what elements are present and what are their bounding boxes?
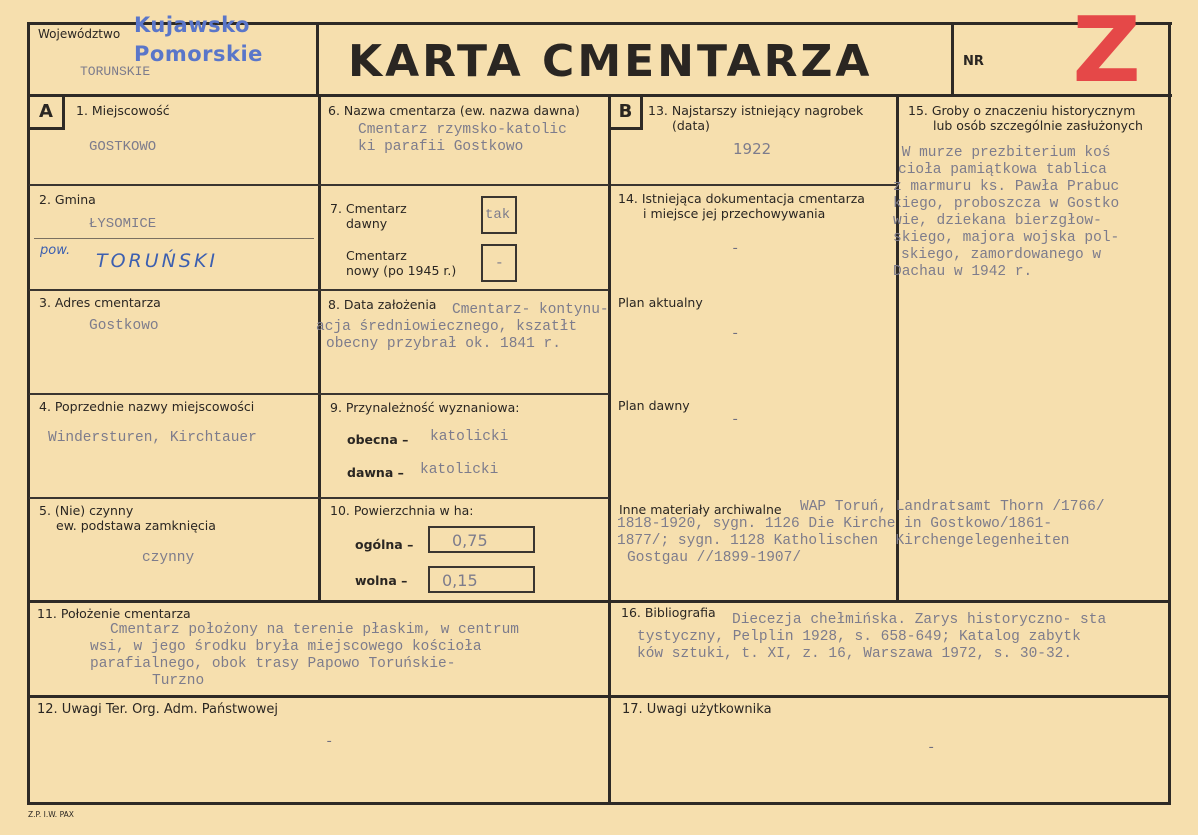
- field-2-label: 2. Gmina: [39, 192, 96, 207]
- field-10-free-value: 0,15: [442, 571, 478, 590]
- field-10-total-value: 0,75: [452, 531, 488, 550]
- field-15-line: skiego, majora wojska pol-: [893, 230, 1120, 246]
- field-7-old-label-line1: 7. Cmentarz: [330, 201, 407, 216]
- field-11-value-line3[interactable]: parafialnego, obok trasy Papowo Toruńskie-: [90, 656, 456, 672]
- field-10-total-label: ogólna –: [355, 537, 414, 552]
- field-9-label: 9. Przynależność wyznaniowa:: [330, 400, 520, 415]
- voivodeship-stamp-line1: Kujawsko: [134, 13, 250, 37]
- field-16-value-line3[interactable]: ków sztuki, t. XI, z. 16, Warszawa 1972, s. 30-32.: [637, 646, 1073, 662]
- field-16-value-line2[interactable]: tystyczny, Pelplin 1928, s. 658-649; Katalog zabytk: [637, 629, 1081, 645]
- field-14-label-line2: i miejsce jej przechowywania: [643, 206, 826, 221]
- archival-value-line3[interactable]: 1877/; sygn. 1128 Katholischen Kirchengelegenheiten: [617, 533, 1070, 549]
- field-10-free-label: wolna –: [355, 573, 408, 588]
- field-6-label: 6. Nazwa cmentarza (ew. nazwa dawna): [328, 103, 580, 118]
- field-9-former-value[interactable]: katolicki: [420, 462, 499, 478]
- field-9-former-label: dawna –: [347, 465, 404, 480]
- voivodeship-label: Województwo: [38, 27, 121, 41]
- field-3-value[interactable]: Gostkowo: [89, 318, 159, 334]
- archival-value-line4[interactable]: Gostgau //1899-1907/: [627, 550, 802, 566]
- field-6-value-line1[interactable]: Cmentarz rzymsko-katolic: [358, 122, 567, 138]
- field-7-new-label-line2: nowy (po 1945 r.): [346, 263, 457, 278]
- field-11-value-line1[interactable]: Cmentarz położony na terenie płaskim, w centrum: [110, 622, 519, 638]
- field-10-label: 10. Powierzchnia w ha:: [330, 503, 474, 518]
- field-15-line: cioła pamiątkowa tablica: [898, 162, 1107, 178]
- field-8-label: 8. Data założenia: [328, 297, 437, 312]
- nr-label: NR: [963, 54, 984, 69]
- section-a-badge: A: [27, 94, 65, 130]
- field-4-label: 4. Poprzednie nazwy miejscowości: [39, 399, 255, 414]
- field-13-label-line1: 13. Najstarszy istniejący nagrobek: [648, 103, 864, 118]
- voivodeship-typed-value: TORUNSKIE: [80, 64, 151, 79]
- field-9-current-label: obecna –: [347, 432, 409, 447]
- archival-value-line1[interactable]: WAP Toruń, Landratsamt Thorn /1766/: [800, 499, 1105, 515]
- archival-label: Inne materiały archiwalne: [619, 502, 782, 517]
- field-5-label-line1: 5. (Nie) czynny: [39, 503, 134, 518]
- field-7-new-box[interactable]: [481, 244, 517, 282]
- field-16-value-line1[interactable]: Diecezja chełmińska. Zarys historyczno- sta: [732, 612, 1107, 628]
- printer-imprint: Z.P. I.W. PAX: [28, 810, 74, 819]
- field-7-new-label-line1: Cmentarz: [346, 248, 407, 263]
- field-17-value[interactable]: -: [927, 740, 936, 756]
- field-7-old-value: tak: [485, 207, 511, 223]
- field-3-label: 3. Adres cmentarza: [39, 295, 161, 310]
- field-8-value-line1[interactable]: Cmentarz- kontynu-: [452, 302, 609, 318]
- field-11-value-line2[interactable]: wsi, w jego środku bryła miejscowego kościoła: [90, 639, 482, 655]
- field-2-hand-value: TORUŃSKI: [96, 250, 219, 272]
- field-1-value[interactable]: GOSTKOWO: [89, 139, 157, 155]
- field-5-value[interactable]: czynny: [142, 550, 195, 566]
- section-b-badge: B: [608, 94, 643, 130]
- field-7-old-label-line2: dawny: [346, 216, 388, 231]
- page-title: KARTA CMENTARZA: [348, 36, 873, 87]
- field-2-hand-prefix: pow.: [40, 243, 71, 258]
- field-15-line: wie, dziekana bierzgłow-: [893, 213, 1102, 229]
- voivodeship-stamp-line2: Pomorskie: [134, 42, 263, 66]
- field-1-label: 1. Miejscowość: [76, 103, 170, 118]
- field-15-label-line2: lub osób szczególnie zasłużonych: [933, 118, 1143, 133]
- plan-current-value[interactable]: -: [731, 326, 740, 342]
- field-14-value[interactable]: -: [731, 241, 740, 257]
- plan-current-label: Plan aktualny: [618, 295, 703, 310]
- field-15-line: z marmuru ks. Pawła Prabuc: [893, 179, 1120, 195]
- field-8-value-line3[interactable]: obecny przybrał ok. 1841 r.: [326, 336, 561, 352]
- field-4-value[interactable]: Windersturen, Kirchtauer: [48, 430, 257, 446]
- plan-former-value[interactable]: -: [731, 412, 740, 428]
- field-10-total-box[interactable]: [428, 526, 535, 553]
- field-12-value[interactable]: -: [325, 734, 334, 750]
- field-7-new-value: -: [495, 256, 504, 272]
- field-11-label: 11. Położenie cmentarza: [37, 606, 191, 621]
- nr-value: Z: [1072, 0, 1141, 103]
- field-6-value-line2[interactable]: ki parafii Gostkowo: [358, 139, 524, 155]
- field-15-line: W murze prezbiterium koś: [893, 145, 1111, 161]
- field-9-current-value[interactable]: katolicki: [430, 429, 509, 445]
- field-17-label: 17. Uwagi użytkownika: [622, 702, 772, 717]
- field-15-line: kiego, proboszcza w Gostko: [893, 196, 1120, 212]
- field-8-value-line2[interactable]: acja średniowiecznego, kszatłt: [316, 319, 578, 335]
- field-13-label-line2: (data): [672, 118, 710, 133]
- field-15-value[interactable]: [893, 145, 1119, 281]
- field-12-label: 12. Uwagi Ter. Org. Adm. Państwowej: [37, 702, 278, 717]
- field-13-value[interactable]: 1922: [733, 140, 772, 158]
- field-14-label-line1: 14. Istniejąca dokumentacja cmentarza: [618, 191, 865, 206]
- field-16-label: 16. Bibliografia: [621, 605, 716, 620]
- field-7-old-box[interactable]: [481, 196, 517, 234]
- field-2-value[interactable]: ŁYSOMICE: [89, 216, 157, 232]
- archival-value-line2[interactable]: 1818-1920, sygn. 1126 Die Kirche in Gostkowo/1861-: [617, 516, 1053, 532]
- plan-former-label: Plan dawny: [618, 398, 690, 413]
- field-15-line: skiego, zamordowanego w: [901, 247, 1102, 263]
- field-15-label-line1: 15. Groby o znaczeniu historycznym: [908, 103, 1136, 118]
- field-5-label-line2: ew. podstawa zamknięcia: [56, 518, 216, 533]
- field-10-free-box[interactable]: [428, 566, 535, 593]
- field-11-value-line4[interactable]: Turzno: [152, 673, 205, 689]
- field-15-line: Dachau w 1942 r.: [893, 264, 1033, 280]
